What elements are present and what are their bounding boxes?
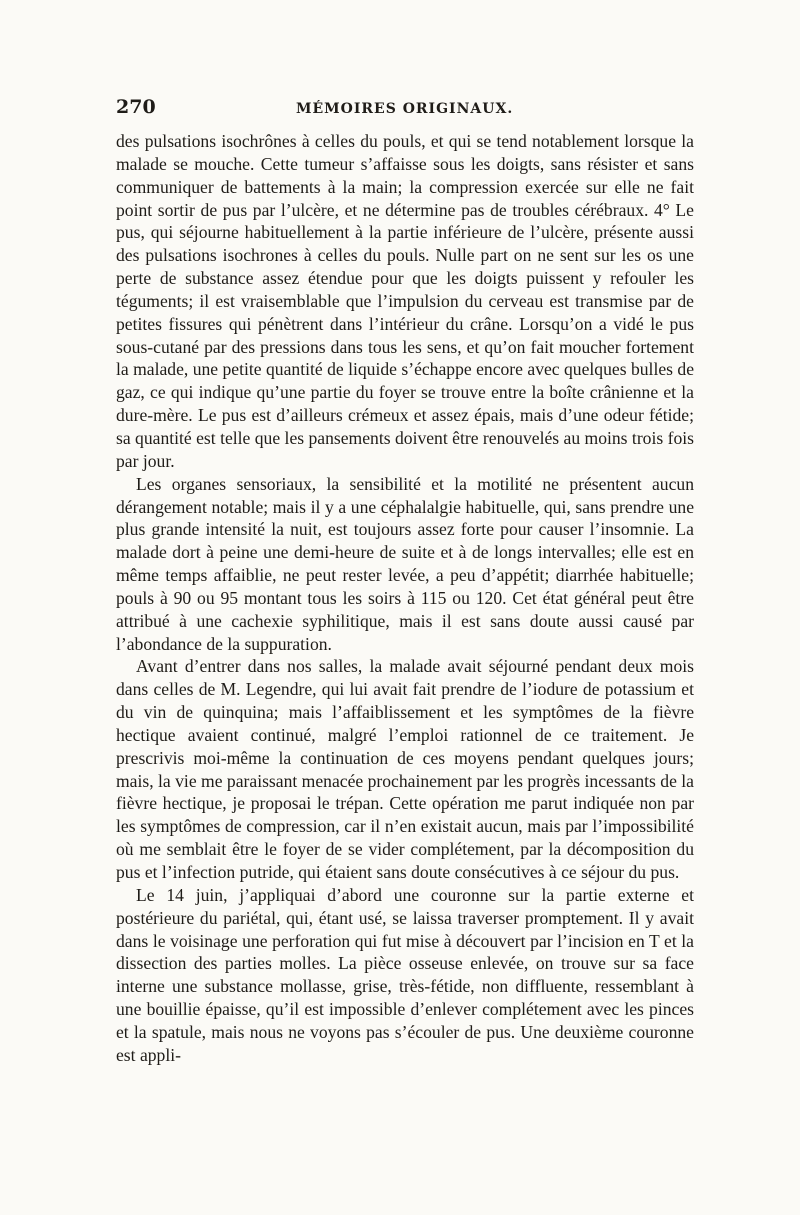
- body-text: [116, 130, 694, 1067]
- running-title: MÉMOIRES ORIGINAUX.: [296, 101, 514, 117]
- paragraph-4: Le 14 juin, j’appliquai d’abord une couronne sur la partie externe et postérieure du pariétal, qui, étant usé, se laissa traverser promptement. Il y avait dans le voisinage une perforation qui fut mise à découvert par l’incision en T et la dissection des parties molles. La pièce osseuse enlevée, on trouve sur sa face interne une substance mollasse, grise, très-fétide, non diffluente, ressemblant à une bouillie épaisse, qu’il est impossible d’enlever complétement avec les pinces et la spatule, mais nous ne voyons pas s’écouler de pus. Une deuxième couronne est appli-: [116, 884, 694, 1065]
- page-number: 270: [116, 96, 156, 118]
- paragraph-3: Avant d’entrer dans nos salles, la malade avait séjourné pendant deux mois dans celles de M. Legendre, qui lui avait fait prendre de l’iodure de potassium et du vin de quinquina; mais l’affaiblissement et les symptômes de la fièvre hectique avaient continué, malgré l’emploi rationnel de ce traitement. Je prescrivis moi-même la continuation de ces moyens pendant quelques jours; mais, la vie me paraissant menacée prochainement par les progrès incessants de la fièvre hectique, je proposai le trépan. Cette opération me parut indiquée non par les symptômes de compression, car il n’en existait aucun, mais par l’impossibilité où me semblait être le foyer de se vider complétement, par la décomposition du pus et l’infection putride, qui étaient sans doute consécutives à ce séjour du pus.: [116, 656, 694, 882]
- paragraph-1: des pulsations isochrônes à celles du pouls, et qui se tend notablement lorsque la malade se mouche. Cette tumeur s’affaisse sous les doigts, sans résister et sans communiquer de battements à la main; la compression exercée sur elle ne fait point sortir de pus par l’ulcère, et ne détermine pas de troubles cérébraux. 4° Le pus, qui séjourne habituellement à la partie inférieure de l’ulcère, présente aussi des pulsations isochrones à celles du pouls. Nulle part on ne sent sur les os une perte de substance assez étendue pour que les doigts puissent y refouler les téguments; il est vraisemblable que l’impulsion du cerveau est transmise par de petites fissures qui pénètrent dans l’intérieur du crâne. Lorsqu’on a vidé le pus sous-cutané par des pressions dans tous les sens, et qu’on fait moucher fortement la malade, une petite quantité de liquide s’échappe encore avec quelques bulles de gaz, ce qui indique qu’une partie du foyer se trouve entre la boîte crânienne et la dure-mère. Le pus est d’ailleurs crémeux et assez épais, mais d’une odeur fétide; sa quantité est telle que les pansements doivent être renouvelés au moins trois fois par jour.: [116, 131, 694, 471]
- page-header: [116, 96, 694, 130]
- paragraph-2: Les organes sensoriaux, la sensibilité et la motilité ne présentent aucun dérangement notable; mais il y a une céphalalgie habituelle, qui, sans prendre une plus grande intensité la nuit, est toujours assez forte pour causer l’insomnie. La malade dort à peine une demi-heure de suite et à de longs intervalles; elle est en même temps affaiblie, ne peut rester levée, a peu d’appétit; diarrhée habituelle; pouls à 90 ou 95 montant tous les soirs à 115 ou 120. Cet état général peut être attribué à une cachexie syphilitique, mais il est sans doute aussi causé par l’abondance de la suppuration.: [116, 473, 694, 654]
